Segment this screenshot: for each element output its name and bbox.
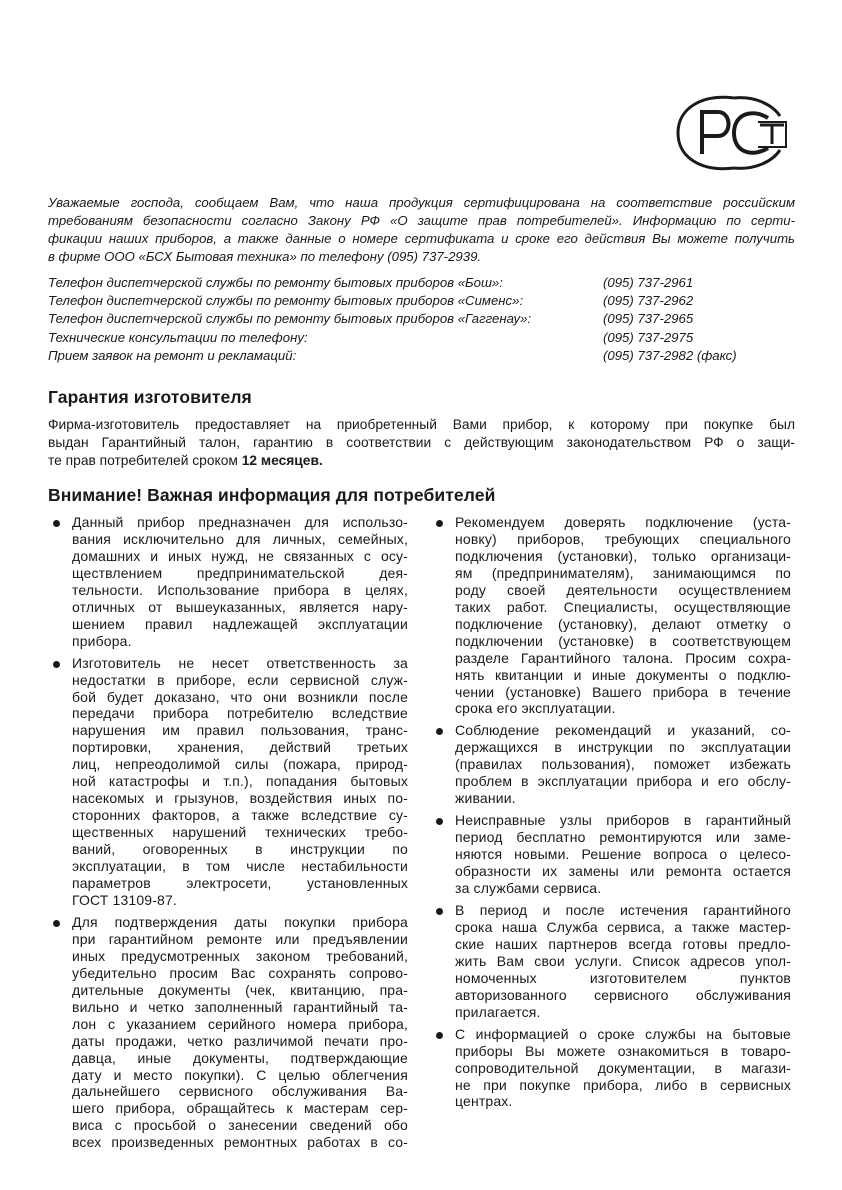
notice-line: требованиям безопасности согласно Закону РФ «О защите прав потребителей». Информацию по серти- (48, 213, 795, 228)
bullets-right-column (455, 514, 791, 1115)
bullet-line: В период и после истечения гарантийного (455, 901, 791, 918)
bullet-line: таких работ. Специалисты, осуществляющие (455, 598, 791, 615)
bullet-line: лон с указанием серийного номера прибора, (72, 1015, 408, 1032)
phone-label: Прием заявок на ремонт и рекламаций: (48, 347, 297, 363)
bullet-line: приборы Вы можете ознакомиться в товаро- (455, 1042, 791, 1059)
bullet-line: убедительно просим Вас сохранять сопрово- (72, 964, 408, 981)
bullet-line: подключения (установки), только организаци- (455, 547, 791, 564)
phone-row (48, 274, 795, 292)
bullet-line: Рекомендуем доверять подключение (уста- (455, 514, 791, 530)
bullet-line: вильно и четко заполненный гарантийный та- (72, 998, 408, 1015)
bullet-item (455, 902, 791, 1021)
bullet-line: портировки, хранения, действий третьих (72, 739, 408, 756)
bullet-icon (53, 661, 60, 668)
bullet-line: при гарантийном ремонте или предъявлении (72, 930, 408, 947)
notice-line: Уважаемые господа, сообщаем Вам, что наша продукция сертифицирована на соответствие российским (48, 195, 795, 210)
warranty-line: выдан Гарантийный талон, гарантию в соответствии с действующим законодательством РФ о защи- (48, 435, 795, 450)
bullet-line: шего прибора, обращайтесь к мастерам сер- (72, 1100, 408, 1117)
bullet-item (455, 812, 791, 897)
bullet-icon (436, 520, 443, 527)
bullet-line: ществлением предпринимательской дея- (72, 564, 408, 581)
bullet-line: шением правил надлежащей эксплуатации (72, 615, 408, 632)
bullet-line: насекомых и грызунов, воздействия иных по- (72, 790, 408, 807)
bullet-line: дительные документы (чек, квитанцию, пра- (72, 981, 408, 998)
bullet-line: ной катастрофы и т.п.), попадания бытовых (72, 773, 408, 790)
warranty-line-text: те прав потребителей сроком (48, 453, 242, 468)
phone-label: Телефон диспетчерской службы по ремонту бытовых приборов «Сименс»: (48, 293, 524, 309)
bullet-line: ваний, оговоренных в инструкции по (72, 841, 408, 858)
bullet-line: держащихся в инструкции по эксплуатации (455, 739, 791, 756)
bullet-line: срока его эксплуатации. (455, 700, 616, 717)
bullet-line: Данный прибор предназначен для использо- (72, 514, 408, 530)
bullet-item (455, 1026, 791, 1111)
bullet-line: эксплуатации, в том числе нестабильности (72, 858, 408, 875)
phone-row (48, 310, 795, 328)
bullet-line: дальнейшего сервисного обслуживания Ва- (72, 1083, 408, 1100)
bullet-line: срока наша Служба сервиса, а также мастер- (455, 918, 791, 935)
bullet-line: Изготовитель не несет ответственность за (72, 654, 408, 671)
bullet-line: авторизованного сервисного обслуживания (455, 986, 791, 1003)
phone-number: (095) 737-2962 (603, 293, 694, 309)
bullet-line: давца, иные документы, подтверждающие (72, 1049, 408, 1066)
phone-row (48, 292, 795, 310)
bullet-line: щественных нарушений технических требо- (72, 824, 408, 841)
bullet-icon (53, 920, 60, 927)
phone-number: (095) 737-2975 (603, 329, 694, 345)
bullet-line: Соблюдение рекомендаций и указаний, со- (455, 722, 791, 739)
bullet-icon (53, 520, 60, 527)
bullet-line: подключение (установку), делают отметку о (455, 615, 791, 632)
warranty-line (48, 452, 795, 470)
warranty-heading: Гарантия изготовителя (48, 387, 252, 407)
bullet-item (455, 514, 791, 717)
bullet-line: нарушения им правил пользования, транс- (72, 722, 408, 739)
phone-label: Телефон диспетчерской службы по ремонту бытовых приборов «Гаггенау»: (48, 311, 532, 327)
bullet-line: нять квитанции и иные документы о подклю- (455, 666, 791, 683)
bullet-line: параметров электросети, установленных (72, 875, 408, 892)
bullet-icon (436, 818, 443, 825)
notice-line: фикации наших приборов, а также данные о номере сертификата и сроке его действия Вы можете получить (48, 231, 795, 246)
bullet-line: сопроводительной документации, в магази- (455, 1059, 791, 1076)
bullet-line: разделе Гарантийного талона. Просим сохра- (455, 649, 791, 666)
phone-number: (095) 737-2961 (603, 275, 694, 290)
phone-label: Технические консультации по телефону: (48, 329, 308, 345)
phone-number: (095) 737-2982 (факс) (603, 347, 737, 363)
bullet-line: домашних и иных нужд, не связанных с осу- (72, 547, 408, 564)
bullet-line: тельности. Использование прибора в целях, (72, 581, 408, 598)
bullet-line: всех произведенных ремонтных работах в со- (72, 1134, 408, 1151)
bullet-line: за службами сервиса. (455, 880, 602, 897)
bullets-left-column (72, 514, 408, 1151)
warranty-line: Фирма-изготовитель предоставляет на приобретенный Вами прибор, к которому при покупке был (48, 417, 795, 432)
bullet-item (72, 514, 408, 650)
phone-label: Телефон диспетчерской службы по ремонту бытовых приборов «Бош»: (48, 275, 503, 290)
bullet-line: Неисправные узлы приборов в гарантийный (455, 812, 791, 829)
notice-line: в фирме ООО «БСХ Бытовая техника» по телефону (095) 737-2939. (48, 249, 482, 264)
bullet-line: няются новыми. Решение вопроса о целесо- (455, 846, 791, 863)
warranty-paragraph (48, 416, 795, 470)
bullet-line: передачи прибора потребителю вследствие (72, 705, 408, 722)
bullet-line: прибора. (72, 632, 132, 649)
bullet-icon (436, 908, 443, 915)
bullet-line: не при покупке прибора, либо в сервисных (455, 1076, 791, 1093)
bullet-line: подключении (установке) в соответствующем (455, 632, 791, 649)
bullet-line: роду своей деятельности осуществлением (455, 581, 791, 598)
phone-list (48, 274, 795, 365)
bullet-icon (436, 728, 443, 735)
certification-notice (48, 194, 795, 266)
bullet-line: ям (предпринимателям), занимающимся по (455, 564, 791, 581)
bullet-line: недостатки в приборе, если сервисной служ- (72, 671, 408, 688)
bullet-line: центрах. (455, 1093, 513, 1110)
bullet-line: (правилах пользования), поможет избежать (455, 756, 791, 773)
bullet-line: жить Вам свои услуги. Список адресов упол- (455, 952, 791, 969)
bullet-line: период бесплатно ремонтируются или заме- (455, 829, 791, 846)
bullet-line: живании. (455, 790, 516, 807)
bullet-line: виса с просьбой о занесении сведений обо (72, 1117, 408, 1134)
phone-number: (095) 737-2965 (603, 311, 694, 327)
bullet-line: ГОСТ 13109-87. (72, 891, 177, 908)
bullet-line: бой будет доказано, что они возникли после (72, 688, 408, 705)
bullet-line: образности их замены или ремонта остается (455, 863, 791, 880)
bullet-line: новку) приборов, требующих специального (455, 530, 791, 547)
bullet-item (72, 914, 408, 1151)
pct-certification-logo (672, 92, 794, 174)
bullet-line: проблем в эксплуатации прибора и его обслу- (455, 773, 791, 790)
warranty-term: 12 месяцев. (241, 453, 323, 468)
bullet-line: дату и место покупки). С целью облегчения (72, 1066, 408, 1083)
phone-row (48, 329, 795, 347)
bullet-line: даты продажи, четко различимой печати про- (72, 1032, 408, 1049)
bullet-line: С информацией о сроке службы на бытовые (455, 1025, 791, 1042)
bullet-line: лиц, непреодолимой силы (пожара, природ- (72, 756, 408, 773)
bullet-line: ские наших партнеров всегда готовы предло- (455, 935, 791, 952)
bullet-line: сторонних факторов, а также вследствие су- (72, 807, 408, 824)
attention-heading: Внимание! Важная информация для потребителей (48, 485, 496, 505)
bullet-icon (436, 1032, 443, 1039)
bullet-line: прилагается. (455, 1003, 541, 1020)
bullet-line: вания исключительно для личных, семейных, (72, 530, 408, 547)
bullet-line: чении (установке) Вашего прибора в течение (455, 683, 791, 700)
bullet-line: иных предусмотренных законом требований, (72, 947, 408, 964)
bullet-item (455, 722, 791, 807)
bullet-line: Для подтверждения даты покупки прибора (72, 913, 408, 930)
bullet-line: номоченных изготовителем пунктов (455, 969, 791, 986)
bullet-line: отличных от вышеуказанных, является нару- (72, 598, 408, 615)
phone-row (48, 347, 795, 365)
bullet-item (72, 655, 408, 909)
